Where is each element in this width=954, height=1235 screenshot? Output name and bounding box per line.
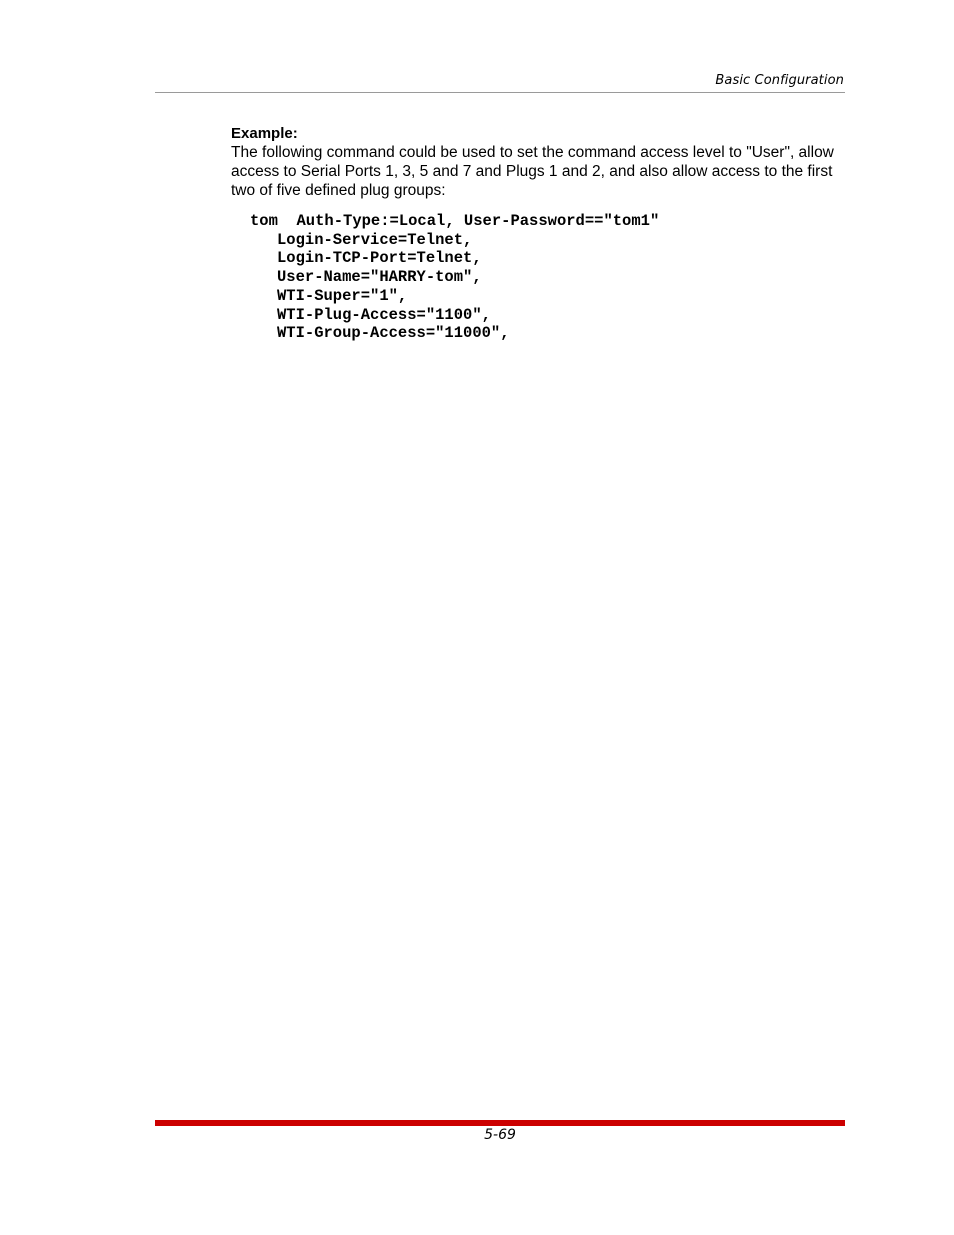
example-heading: Example: <box>231 125 298 142</box>
code-line: tom Auth-Type:=Local, User-Password=="tom1" <box>250 212 660 230</box>
code-line: Login-Service=Telnet, <box>277 230 473 249</box>
code-example <box>250 212 659 343</box>
code-line: User-Name="HARRY-tom", <box>277 268 482 287</box>
code-line: WTI-Group-Access="11000", <box>277 324 510 343</box>
code-line: Login-TCP-Port=Telnet, <box>277 249 482 268</box>
header-divider <box>155 92 845 93</box>
footer-divider <box>155 1120 845 1126</box>
page-number: 5-69 <box>484 1127 516 1143</box>
example-description: The following command could be used to set the command access level to "User", allow access to Serial Ports 1, 3, 5 and 7 and Plugs 1 and 2, and also allow access to the first two of five defined plug groups: <box>231 144 834 199</box>
running-header-title: Basic Configuration <box>715 73 844 88</box>
code-line: WTI-Plug-Access="1100", <box>277 305 491 324</box>
code-line: WTI-Super="1", <box>277 286 408 305</box>
example-section <box>231 124 851 200</box>
